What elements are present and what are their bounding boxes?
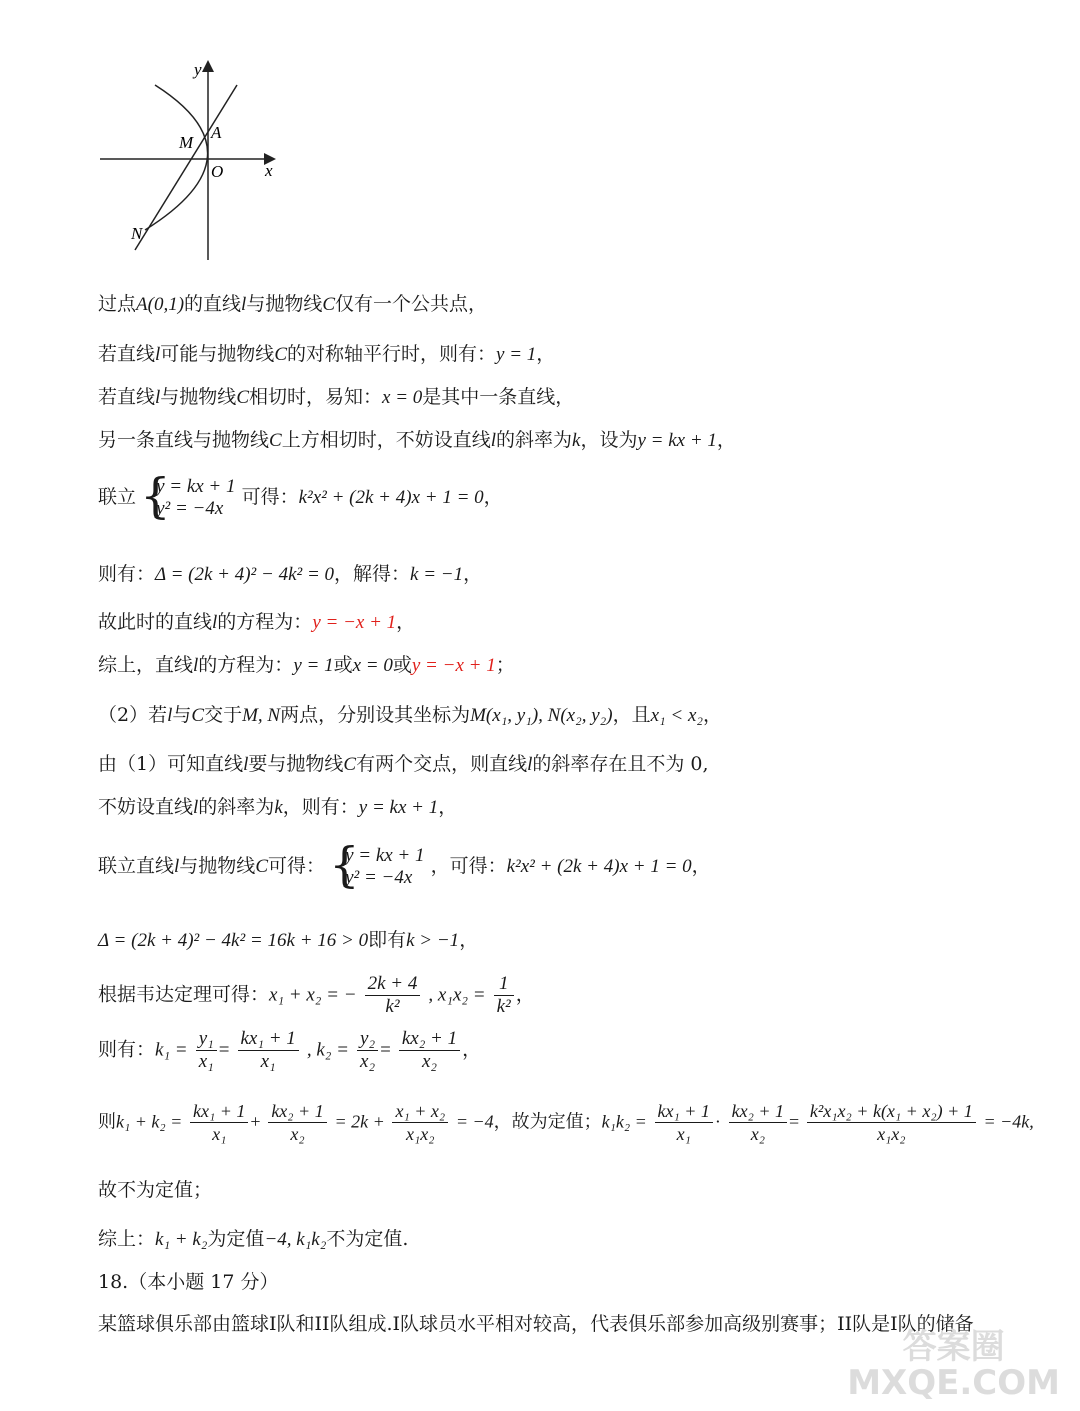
text-line-2: 若直线l可能与抛物线C的对称轴平行时，则有：y = 1， [98,343,556,365]
watermark: 答案圈 MXQE.COM [847,1327,1060,1403]
text-line-9: （2）若l与C交于M, N两点，分别设其坐标为M(x₁, y₁), N(x₂, y₂)，且x₁ < x₂， [98,704,723,726]
label-x: x [265,161,273,180]
text-line-5: 联立 { y = kx + 1 y² = −4x 可得：k²x² + (2k + 4)x + 1 = 0， [98,476,503,520]
text-line-16: 则k₁ + k₂ = $\frac{\text{kx₁ + 1}}{\text{x₁}}$ + $\frac{\text{kx₂ + 1}}{\text{x₂}}$ = 2k + $\frac{\text{x₁ + x₂}}{\text{x₁x₂}}$ = −4，故为定值；k₁k₂ = $\frac{\text{kx₁ + 1}}{\text{x₁}}$ · $\frac{\text{kx₂ + 1}}{\text{x₂}}$ = $\frac{\text{k²x₁x₂ + k(x₁ + x₂) + 1}}{\text{x₁x₂}}$ = −4k, [98,1101,1034,1144]
text-line-7: 故此时的直线l的方程为：y = −x + 1， [98,611,416,633]
label-A: A [211,123,222,142]
text-line-3: 若直线l与抛物线C相切时，易知：x = 0是其中一条直线， [98,386,575,408]
text-line-12: 联立直线l与抛物线C可得： { y = kx + 1 y² = −4x ，可得：k²x² + (2k + 4)x + 1 = 0， [98,845,711,889]
parabola-curve [145,85,208,230]
label-y: y [194,60,202,79]
label-N: N [131,224,143,243]
text-line-6: 则有：Δ = (2k + 4)² − 4k² = 0，解得：k = −1， [98,563,483,585]
text-line-13: Δ = (2k + 4)² − 4k² = 16k + 16 > 0即有k > −1， [98,929,479,951]
text-line-17: 故不为定值； [98,1179,213,1201]
parabola-figure [95,55,285,265]
text-line-10: 由（1）可知直线l要与抛物线C有两个交点，则直线l的斜率存在且不为 0, [98,753,709,775]
text-line-18: 综上：k₁ + k₂为定值−4, k₁k₂不为定值. [98,1228,409,1250]
text-line-14: 根据韦达定理可得：x₁ + x₂ = − $\frac{2k + 4}{\text{k²}}$ , x₁x₂ = $\frac{1}{\text{k²}}$ ， [98,973,535,1017]
text-line-4: 另一条直线与抛物线C上方相切时，不妨设直线l的斜率为k，设为y = kx + 1， [98,429,736,451]
question-18-header: 18.（本小题 17 分） [98,1271,279,1293]
text-line-11: 不妨设直线l的斜率为k，则有：y = kx + 1， [98,796,458,818]
label-M: M [179,133,194,152]
equation-system-2: { y = kx + 1 y² = −4x [331,845,424,889]
equation-system-1: { y = kx + 1 y² = −4x [142,476,235,520]
question-18-text: 某篮球俱乐部由篮球I队和II队组成.I队球员水平相对较高，代表俱乐部参加高级别赛事；II队是I队的储备 [98,1313,974,1335]
text-line-1: 过点A(0,1)的直线l与抛物线C仅有一个公共点， [98,293,488,315]
text-line-8: 综上，直线l的方程为：y = 1或x = 0或y = −x + 1； [98,654,515,676]
text-line-15: 则有：k₁ = $\frac{\text{y₁}}{\text{x₁}}$ = $\frac{\text{kx₁ + 1}}{\text{x₁}}$ , k₂ = $\frac{\text{y₂}}{\text{x₂}}$ = $\frac{\text{kx₂ + 1}}{\text{x₂}}$ ， [98,1028,482,1072]
label-O: O [211,162,224,181]
